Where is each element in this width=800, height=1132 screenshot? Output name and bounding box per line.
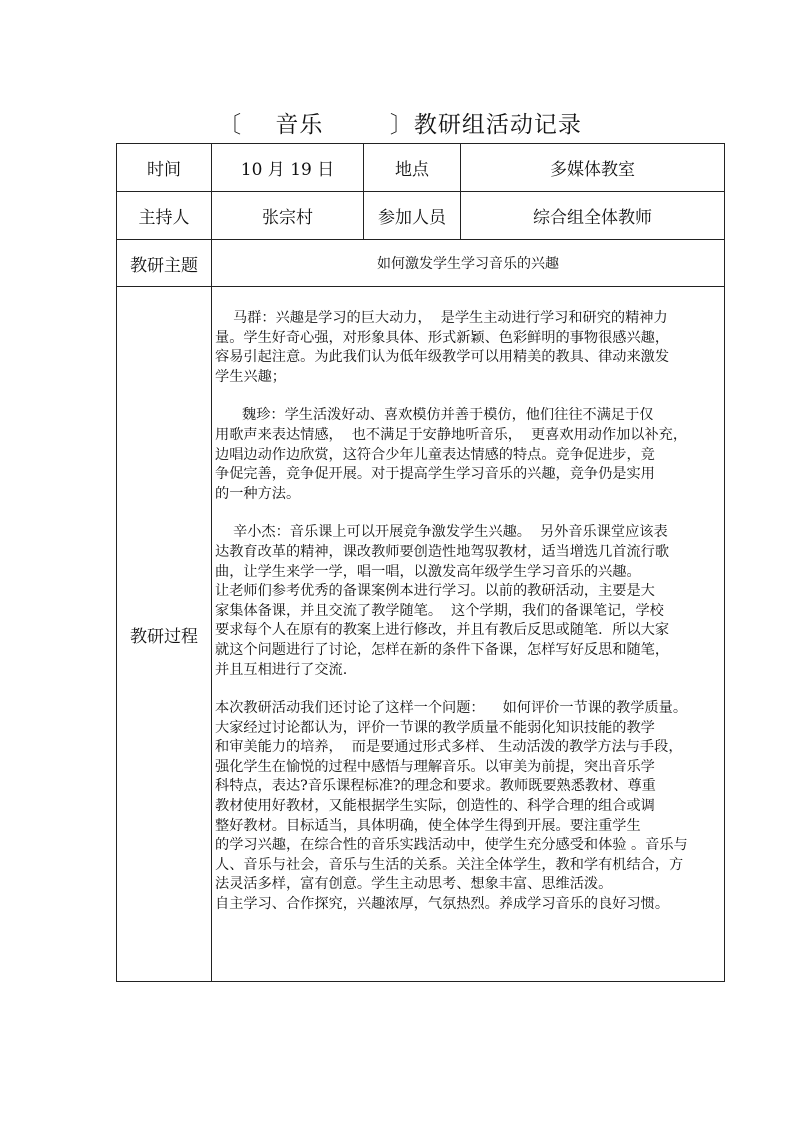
text-line: 曲，让学生来学一学，唱一唱，以激发高年级学生学习音乐的兴趣。 bbox=[215, 563, 641, 580]
text-line: 要求每个人在原有的教案上进行修改，并且有教后反思或随笔．所以大家 bbox=[215, 622, 670, 639]
text-line: 容易引起注意。为此我们认为低年级教学可以用精美的教具、律动来激发 bbox=[215, 349, 670, 366]
place-label: 地点 bbox=[395, 160, 429, 180]
text-line: 魏珍：学生活泼好动、喜欢模仿并善于模仿，他们往往不满足于仅 bbox=[215, 407, 654, 424]
participants-value: 综合组全体教师 bbox=[533, 208, 652, 228]
text-line: 学生兴趣； bbox=[215, 368, 286, 385]
activity-record-table bbox=[116, 143, 725, 982]
process-paragraph bbox=[215, 309, 713, 387]
text-line: 的学习兴趣，在综合性的音乐实践活动中，使学生充分感受和体验 。音乐与 bbox=[215, 837, 688, 854]
host-value: 张宗村 bbox=[262, 208, 313, 228]
text-line: 马群：兴趣是学习的巨大动力， 是学生主动进行学习和研究的精神力 bbox=[215, 310, 668, 326]
topic-value: 如何激发学生学习音乐的兴趣 bbox=[377, 256, 559, 272]
text-line: 就这个问题进行了讨论，怎样在新的条件下备课，怎样写好反思和随笔， bbox=[215, 641, 670, 658]
text-line: 并且互相进行了交流. bbox=[215, 661, 348, 678]
participants-label: 参加人员 bbox=[378, 208, 446, 228]
text-line: 辛小杰：音乐课上可以开展竞争激发学生兴趣。 另外音乐课堂应该表 bbox=[215, 524, 668, 541]
process-paragraph bbox=[215, 523, 713, 680]
text-line: 边唱边动作边欣赏，这符合少年儿童表达情感的特点。竞争促进步，竞 bbox=[215, 446, 655, 463]
text-line: 整好教材。目标适当，具体明确，使全体学生得到开展。要注重学生 bbox=[215, 817, 641, 834]
topic-label: 教研主题 bbox=[130, 255, 198, 276]
time-label: 时间 bbox=[147, 160, 181, 180]
text-line: 教材使用好教材，又能根据学生实际，创造性的、科学合理的组合或调 bbox=[215, 798, 655, 815]
text-line: 量。学生好奇心强，对形象具体、形式新颖、色彩鲜明的事物很感兴趣， bbox=[215, 329, 670, 346]
page-title: 〔 音乐 〕教研组活动记录 bbox=[218, 112, 582, 138]
process-content bbox=[215, 309, 713, 915]
text-line: 达教育改革的精神，课改教师要创造性地驾驭教材，适当增选几首流行歌 bbox=[215, 543, 670, 560]
text-line: 本次教研活动我们还讨论了这样一个问题： 如何评价一节课的教学质量。 bbox=[215, 700, 688, 717]
text-line: 的一种方法。 bbox=[215, 485, 301, 502]
text-line: 自主学习、合作探究，兴趣浓厚，气氛热烈。养成学习音乐的良好习惯。 bbox=[215, 896, 670, 913]
text-line: 让老师们参考优秀的备课案例本进行学习。以前的教研活动，主要是大 bbox=[215, 583, 655, 600]
text-line: 科特点，表达?音乐课程标准?的理念和要求。教师既要熟悉教材、尊重 bbox=[215, 778, 656, 795]
place-value: 多媒体教室 bbox=[550, 160, 635, 180]
text-line: 人、音乐与社会，音乐与生活的关系。关注全体学生，教和学有机结合，方 bbox=[215, 856, 684, 873]
host-label: 主持人 bbox=[138, 208, 190, 228]
text-line: 和审美能力的培养， 而是要通过形式多样、 生动活泼的教学方法与手段， bbox=[215, 739, 683, 756]
time-value: 10 月 19 日 bbox=[240, 160, 335, 180]
process-paragraph bbox=[215, 406, 713, 504]
process-paragraph bbox=[215, 699, 713, 915]
text-line: 家集体备课，并且交流了教学随笔。 这个学期，我们的备课笔记，学校 bbox=[215, 602, 664, 619]
process-label: 教研过程 bbox=[130, 626, 198, 647]
text-line: 法灵活多样，富有创意。学生主动思考、想象丰富、思维活泼。 bbox=[215, 876, 613, 893]
text-line: 用歌声来表达情感， 也不满足于安静地听音乐， 更喜欢用动作加以补充， bbox=[215, 426, 688, 443]
text-line: 争促完善，竞争促开展。对于提高学生学习音乐的兴趣，竞争仍是实用 bbox=[215, 466, 655, 483]
text-line: 大家经过讨论都认为，评价一节课的教学质量不能弱化知识技能的教学 bbox=[215, 719, 655, 736]
text-line: 强化学生在愉悦的过程中感悟与理解音乐。以审美为前提，突出音乐学 bbox=[215, 758, 655, 775]
